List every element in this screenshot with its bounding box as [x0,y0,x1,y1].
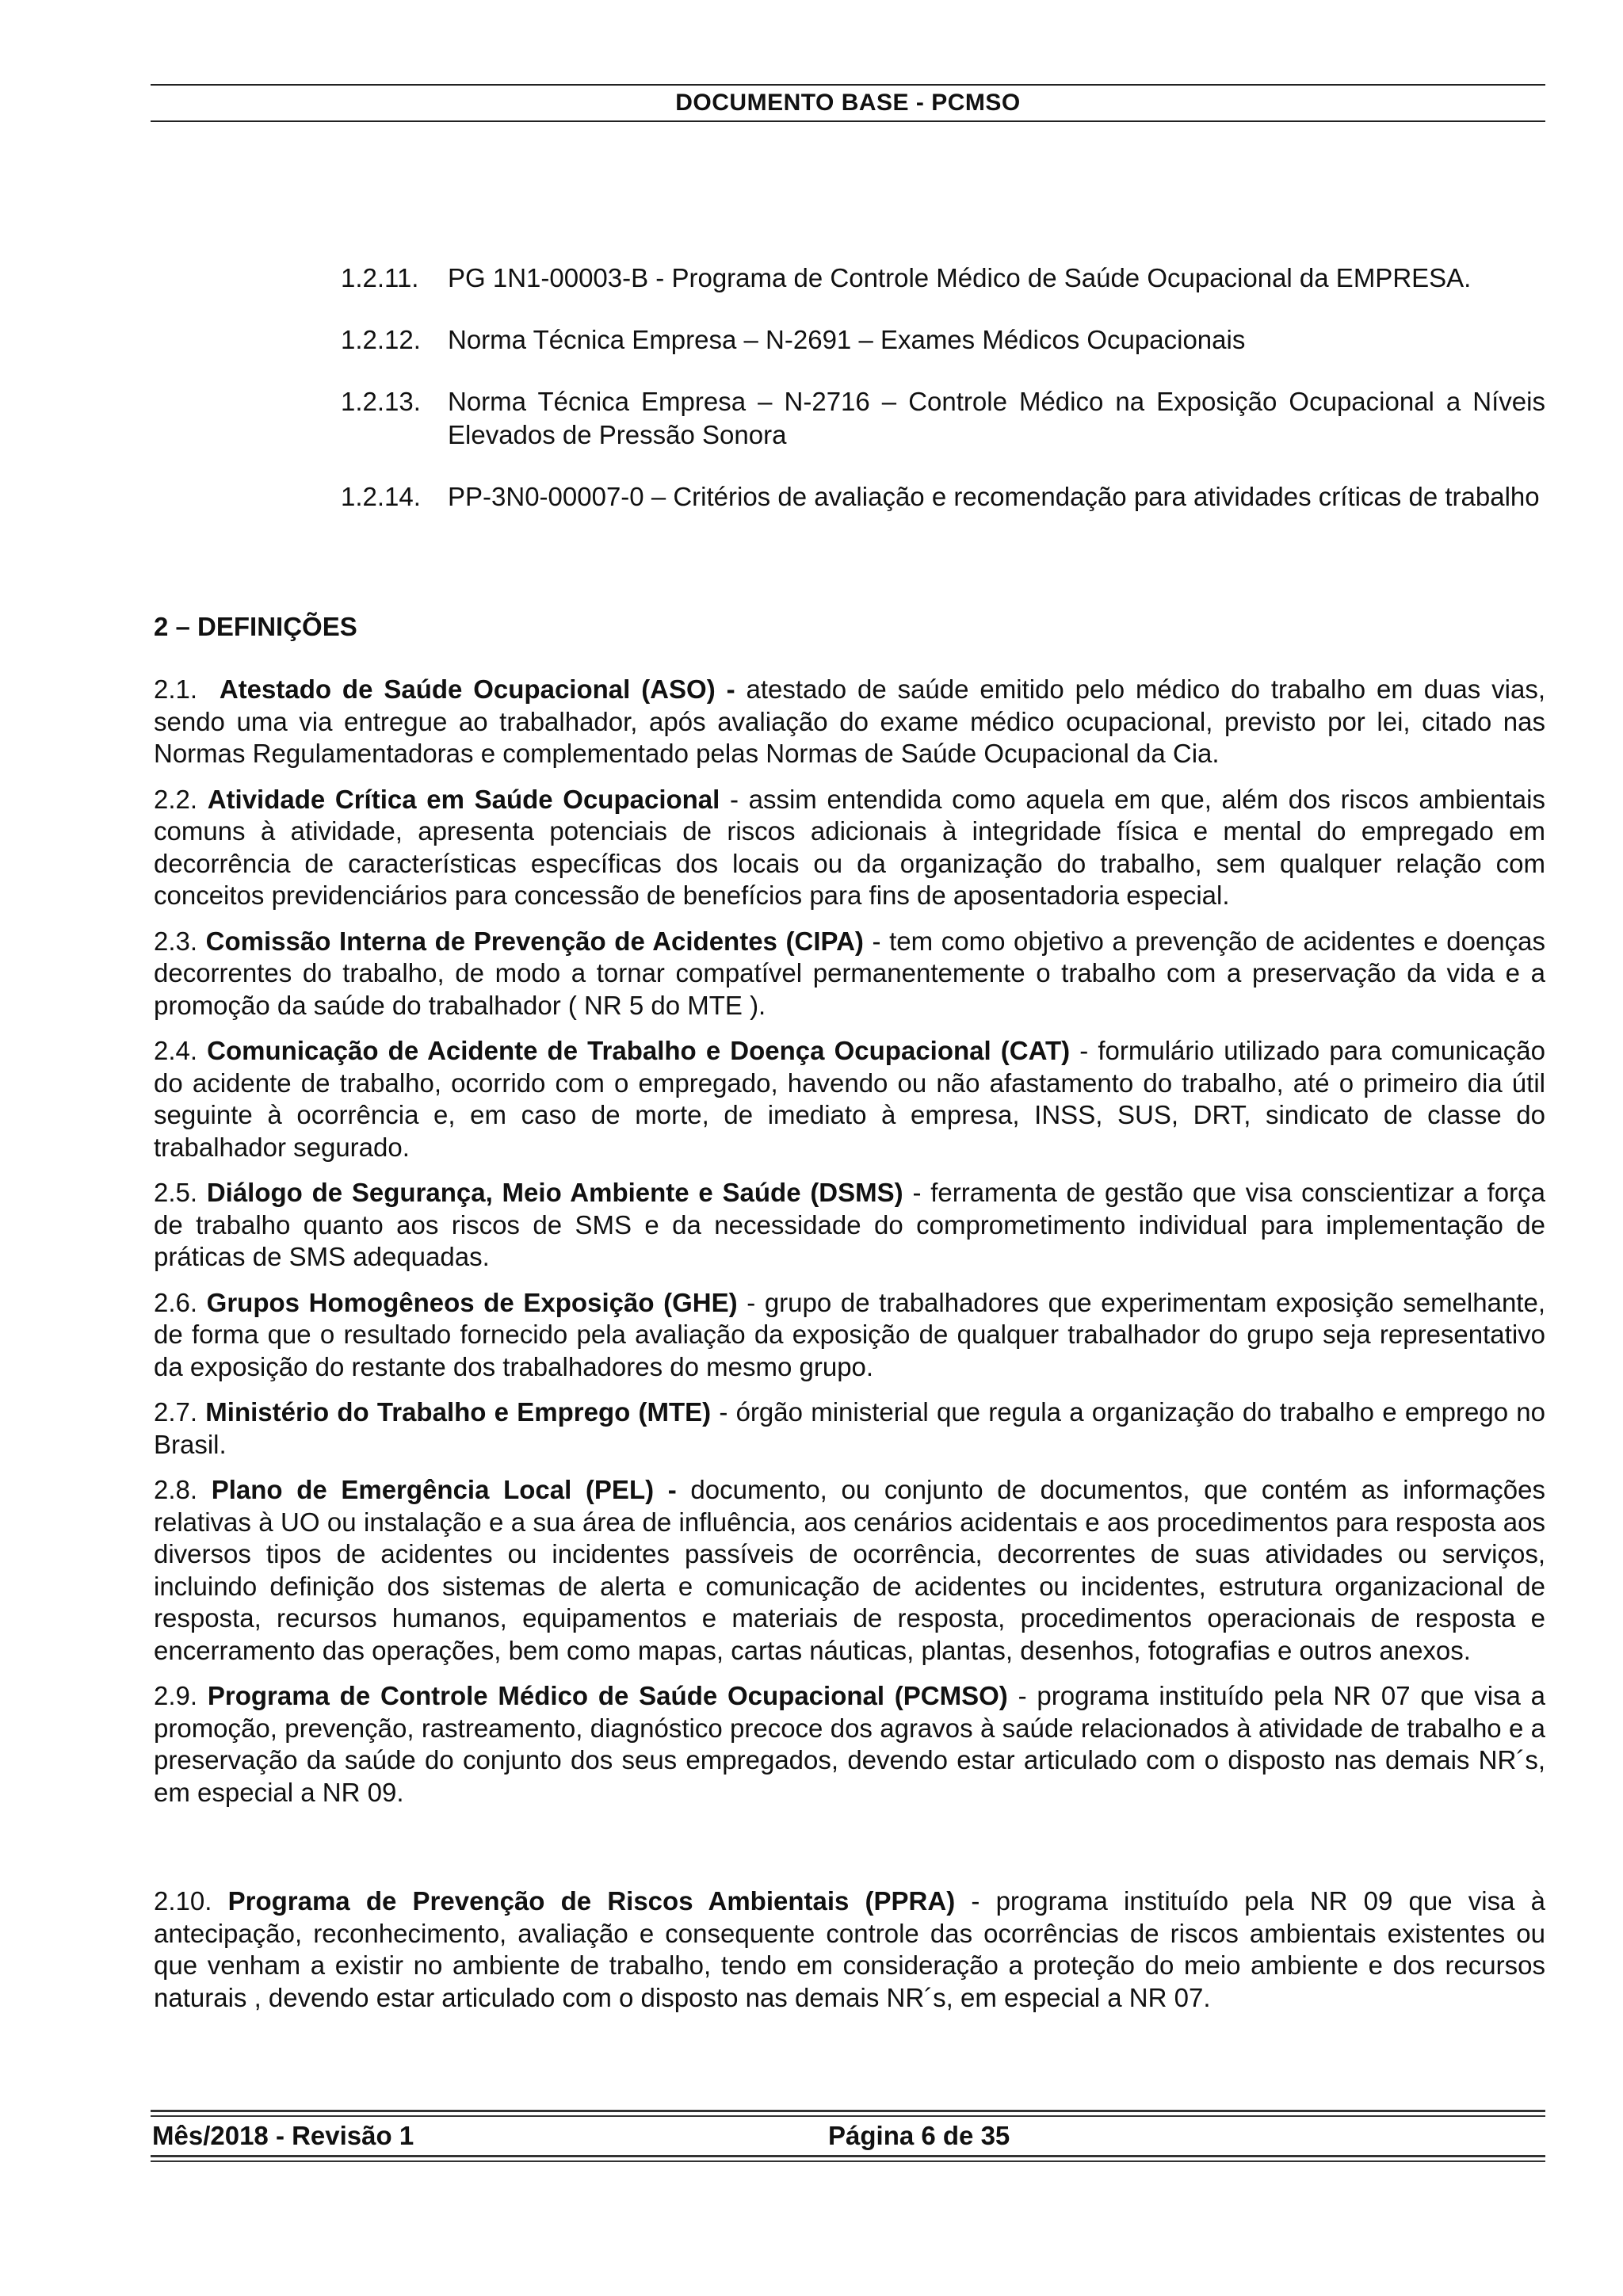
definition-item [154,1287,1545,1384]
definition-item [154,926,1545,1022]
definition-text: - ferramenta de gestão que visa conscientizar a força de trabalho quanto aos riscos de SMS e da necessidade do comprometimento individual para implementação de práticas de SMS adequadas. [154,1178,1546,1271]
reference-number: 1.2.14. [341,482,421,511]
definition-term: Programa de Prevenção de Riscos Ambientais (PPRA) [227,1886,956,1916]
definition-item [154,1177,1545,1274]
definition-number: 2.5. [154,1178,198,1207]
footer-date-revision: Mês/2018 - Revisão 1 [152,2121,414,2150]
definition-term: Grupos Homogêneos de Exposição (GHE) [206,1287,738,1317]
definition-number: 2.3. [154,926,198,956]
reference-item [341,323,1545,357]
reference-number: 1.2.12. [341,325,421,354]
definition-number: 2.9. [154,1681,198,1710]
definition-number: 2.2. [154,784,198,814]
reference-item [341,262,1545,295]
section-title: 2 – DEFINIÇÕES [154,612,357,641]
definition-number: 2.4. [154,1036,198,1065]
reference-number: 1.2.13. [341,387,421,416]
definition-text: atestado de saúde emitido pelo médico do trabalho em duas vias, sendo uma via entregue ao trabalhador, após avaliação do exame médico ocupacional, previsto por lei, citado nas Normas Regulamentadoras e complementado pelas Normas de Saúde Ocupacional da Cia. [154,674,1546,768]
definition-number: 2.1. [154,674,198,704]
definition-item [154,674,1545,770]
definition-number: 2.8. [154,1475,198,1504]
definition-term: Ministério do Trabalho e Emprego (MTE) [205,1397,712,1427]
definition-text: - programa instituído pela NR 09 que visa à antecipação, reconhecimento, avaliação e consequente controle das ocorrências de riscos ambientais existentes ou que venham a existir no ambiente de trabalho, tendo em consideração a proteção do meio ambiente e dos recursos naturais , devendo estar articulado com o disposto nas demais NR´s, em especial a NR 07. [154,1886,1545,2012]
reference-item [341,480,1545,514]
definition-number: 2.10. [154,1886,212,1916]
reference-number: 1.2.11. [341,263,419,292]
footer-top-rule [151,2110,1545,2117]
definition-term: Atividade Crítica em Saúde Ocupacional [207,784,720,814]
definition-term: Comunicação de Acidente de Trabalho e Doença Ocupacional (CAT) [207,1036,1071,1065]
footer-row [151,2117,1545,2155]
reference-text: PG 1N1-00003-B - Programa de Controle Médico de Saúde Ocupacional da EMPRESA. [448,263,1472,292]
reference-list [341,262,1545,542]
reference-item [341,385,1545,452]
definition-text: documento, ou conjunto de documentos, que contém as informações relativas à UO ou instalação e a sua área de influência, aos cenários acidentais e aos procedimentos para resposta aos diversos tipos de acidentes ou incidentes passíveis de ocorrência, decorrentes de suas atividades ou serviços, incluindo definição dos sistemas de alerta e comunicação de acidentes ou incidentes, estrutura organizacional de resposta, recursos humanos, equipamentos e materiais de resposta, procedimentos operacionais de resposta e encerramento das operações, bem como mapas, cartas náuticas, plantas, desenhos, fotografias e outros anexos. [154,1475,1546,1665]
definition-term: Comissão Interna de Prevenção de Acidentes (CIPA) [205,926,864,956]
reference-text: Norma Técnica Empresa – N-2691 – Exames Médicos Ocupacionais [448,325,1246,354]
definition-term: Atestado de Saúde Ocupacional (ASO) - [219,674,735,704]
definition-text: - programa instituído pela NR 07 que visa a promoção, prevenção, rastreamento, diagnóstico precoce dos agravos à saúde relacionados à atividade de trabalho e a preservação da saúde do conjunto dos seus empregados, devendo estar articulado com o disposto nas demais NR´s, em especial a NR 09. [154,1681,1546,1807]
definition-text: - formulário utilizado para comunicação do acidente de trabalho, ocorrido com o empregado, havendo ou não afastamento do trabalho, até o primeiro dia útil seguinte à ocorrência e, em caso de morte, de imediato à empresa, INSS, SUS, DRT, sindicato de classe do trabalhador segurado. [154,1036,1545,1162]
reference-text: PP-3N0-00007-0 – Critérios de avaliação e recomendação para atividades críticas de trabalho [448,482,1540,511]
definition-item [154,784,1545,912]
definition-text: - órgão ministerial que regula a organização do trabalho e emprego no Brasil. [154,1397,1545,1459]
definitions-list [154,674,1545,2027]
footer-bottom-rule [151,2155,1545,2162]
header-title: DOCUMENTO BASE - PCMSO [675,90,1021,116]
definition-item [154,1474,1545,1667]
footer-page-number: Página 6 de 35 [828,2121,1010,2150]
page-footer [151,2110,1545,2162]
paragraph-spacer [154,1822,1545,1885]
definition-item [154,1885,1545,2014]
definition-term: Plano de Emergência Local (PEL) - [211,1475,677,1504]
definition-term: Diálogo de Segurança, Meio Ambiente e Saúde (DSMS) [206,1178,903,1207]
definition-item [154,1035,1545,1163]
definition-text: - grupo de trabalhadores que experimentam exposição semelhante, de forma que o resultado fornecido pela avaliação da exposição de qualquer trabalhador do grupo seja representativo da exposição do restante dos trabalhadores do mesmo grupo. [154,1287,1545,1381]
definition-text: - assim entendida como aquela em que, além dos riscos ambientais comuns à atividade, apresenta potenciais de riscos adicionais à integridade física e mental do empregado em decorrência de características específicas dos locais ou da organização do trabalho, sem qualquer relação com conceitos previdenciários para concessão de benefícios para fins de aposentadoria especial. [154,784,1545,910]
definition-term: Programa de Controle Médico de Saúde Ocupacional (PCMSO) [207,1681,1008,1710]
definition-item [154,1680,1545,1809]
definition-text: - tem como objetivo a prevenção de acidentes e doenças decorrentes do trabalho, de modo a tornar compatível permanentemente o trabalho com a preservação da vida e a promoção da saúde do trabalhador ( NR 5 do MTE ). [154,926,1546,1020]
reference-text: Norma Técnica Empresa – N-2716 – Controle Médico na Exposição Ocupacional a Níveis Elevados de Pressão Sonora [448,387,1545,449]
definition-number: 2.6. [154,1287,198,1317]
header-bottom-rule [151,120,1545,122]
definition-item [154,1396,1545,1461]
page-header [151,84,1545,122]
definition-number: 2.7. [154,1397,198,1427]
